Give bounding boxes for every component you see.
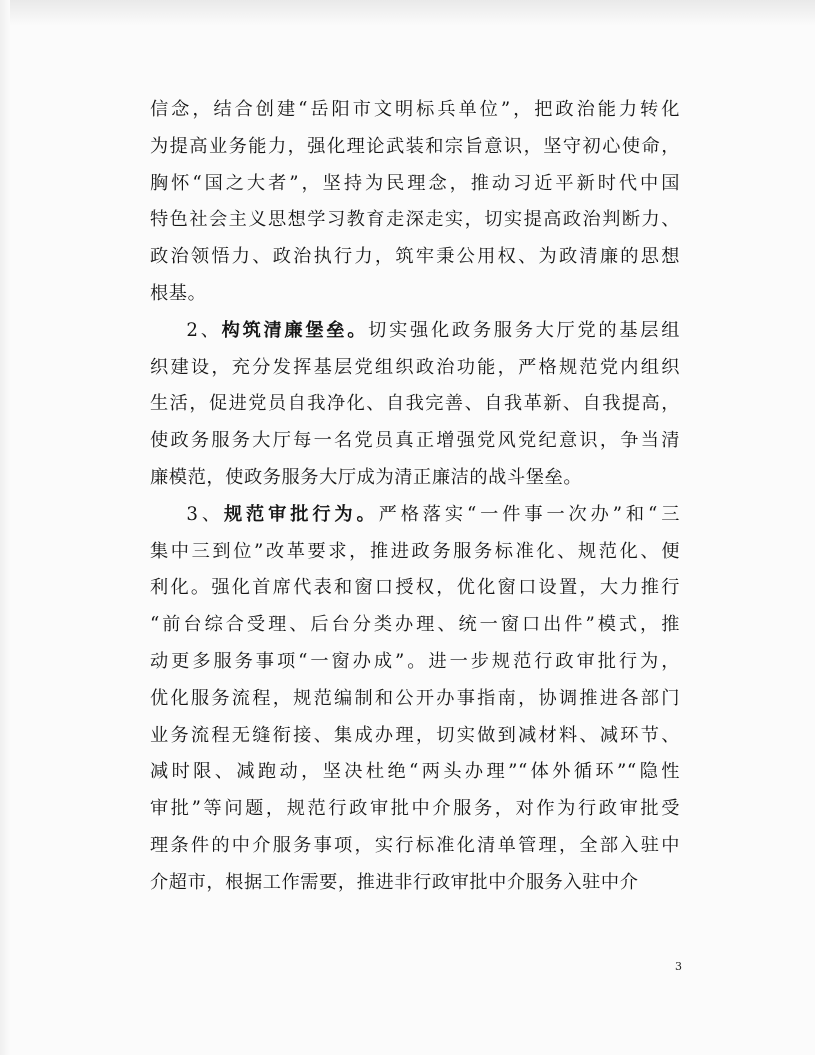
paragraph-3-line-10: 理条件的中介服务事项，实行标准化清单管理，全部入驻中 <box>150 834 680 856</box>
paragraph-3-line-9: 审批”等问题，规范行政审批中介服务，对作为行政审批受 <box>150 798 680 820</box>
paragraph-3-line-11: 介超市，根据工作需要，推进非行政审批中介服务入驻中介 <box>150 871 639 893</box>
paragraph-2-number: 2、 <box>186 319 222 341</box>
page-number: 3 <box>675 960 682 973</box>
scan-shadow-left <box>0 0 10 1055</box>
paragraph-2-line-1-text: 切实强化政务服务大厅党的基层组 <box>368 319 680 341</box>
paragraph-3-line-3: 利化。强化首席代表和窗口授权，优化窗口设置，大力推行 <box>150 577 680 599</box>
paragraph-3-line-1 <box>150 497 680 534</box>
paragraph-3-line-6: 优化服务流程，规范编制和公开办事指南，协调推进各部门 <box>150 687 680 709</box>
paragraph-3-heading: 规范审批行为。 <box>223 503 379 525</box>
paragraph-2-line-5: 廉模范，使政务服务大厅成为清正廉洁的战斗堡垒。 <box>150 466 583 488</box>
paragraph-3-line-5: 动更多服务事项“一窗办成”。进一步规范行政审批行为， <box>150 650 680 672</box>
paragraph-1-line-5: 政治领悟力、政治执行力，筑牢秉公用权、为政清廉的思想 <box>150 246 680 268</box>
paragraph-1-line-6: 根基。 <box>150 282 207 304</box>
paragraph-3-line-2: 集中三到位”改革要求，推进政务服务标准化、规范化、便 <box>150 540 680 562</box>
paragraph-2-line-3: 生活，促进党员自我净化、自我完善、自我革新、自我提高， <box>150 393 680 415</box>
paragraph-1-line-1: 信念，结合创建“岳阳市文明标兵单位”，把政治能力转化 <box>150 99 680 120</box>
paragraph-1-line-3: 胸怀“国之大者”，坚持为民理念，推动习近平新时代中国 <box>150 172 680 194</box>
paragraph-3-line-8: 减时限、减跑动，坚决杜绝“两头办理”“体外循环”“隐性 <box>150 761 680 783</box>
scan-shadow-top <box>0 0 815 26</box>
paragraph-2-line-1 <box>150 313 680 350</box>
document-body <box>150 92 680 902</box>
paragraph-3-line-7: 业务流程无缝衔接、集成办理，切实做到减材料、减环节、 <box>150 724 680 746</box>
paragraph-3-line-4: “前台综合受理、后台分类办理、统一窗口出件”模式，推 <box>150 614 680 636</box>
paragraph-2 <box>150 313 680 497</box>
paragraph-1-line-4: 特色社会主义思想学习教育走深走实，切实提高政治判断力、 <box>150 209 680 231</box>
paragraph-1-line-2: 为提高业务能力，强化理论武装和宗旨意识，坚守初心使命， <box>150 135 680 157</box>
paragraph-2-heading: 构筑清廉堡垒。 <box>221 319 369 341</box>
paragraph-3-number: 3、 <box>186 503 224 525</box>
paragraph-2-line-2: 织建设，充分发挥基层党组织政治功能，严格规范党内组织 <box>150 356 680 378</box>
paragraph-2-line-4: 使政务服务大厅每一名党员真正增强党风党纪意识，争当清 <box>150 430 680 452</box>
paragraph-3-line-1-text: 严格落实“一件事一次办”和“三 <box>378 503 680 525</box>
paragraph-3 <box>150 497 680 902</box>
paragraph-1 <box>150 92 680 313</box>
